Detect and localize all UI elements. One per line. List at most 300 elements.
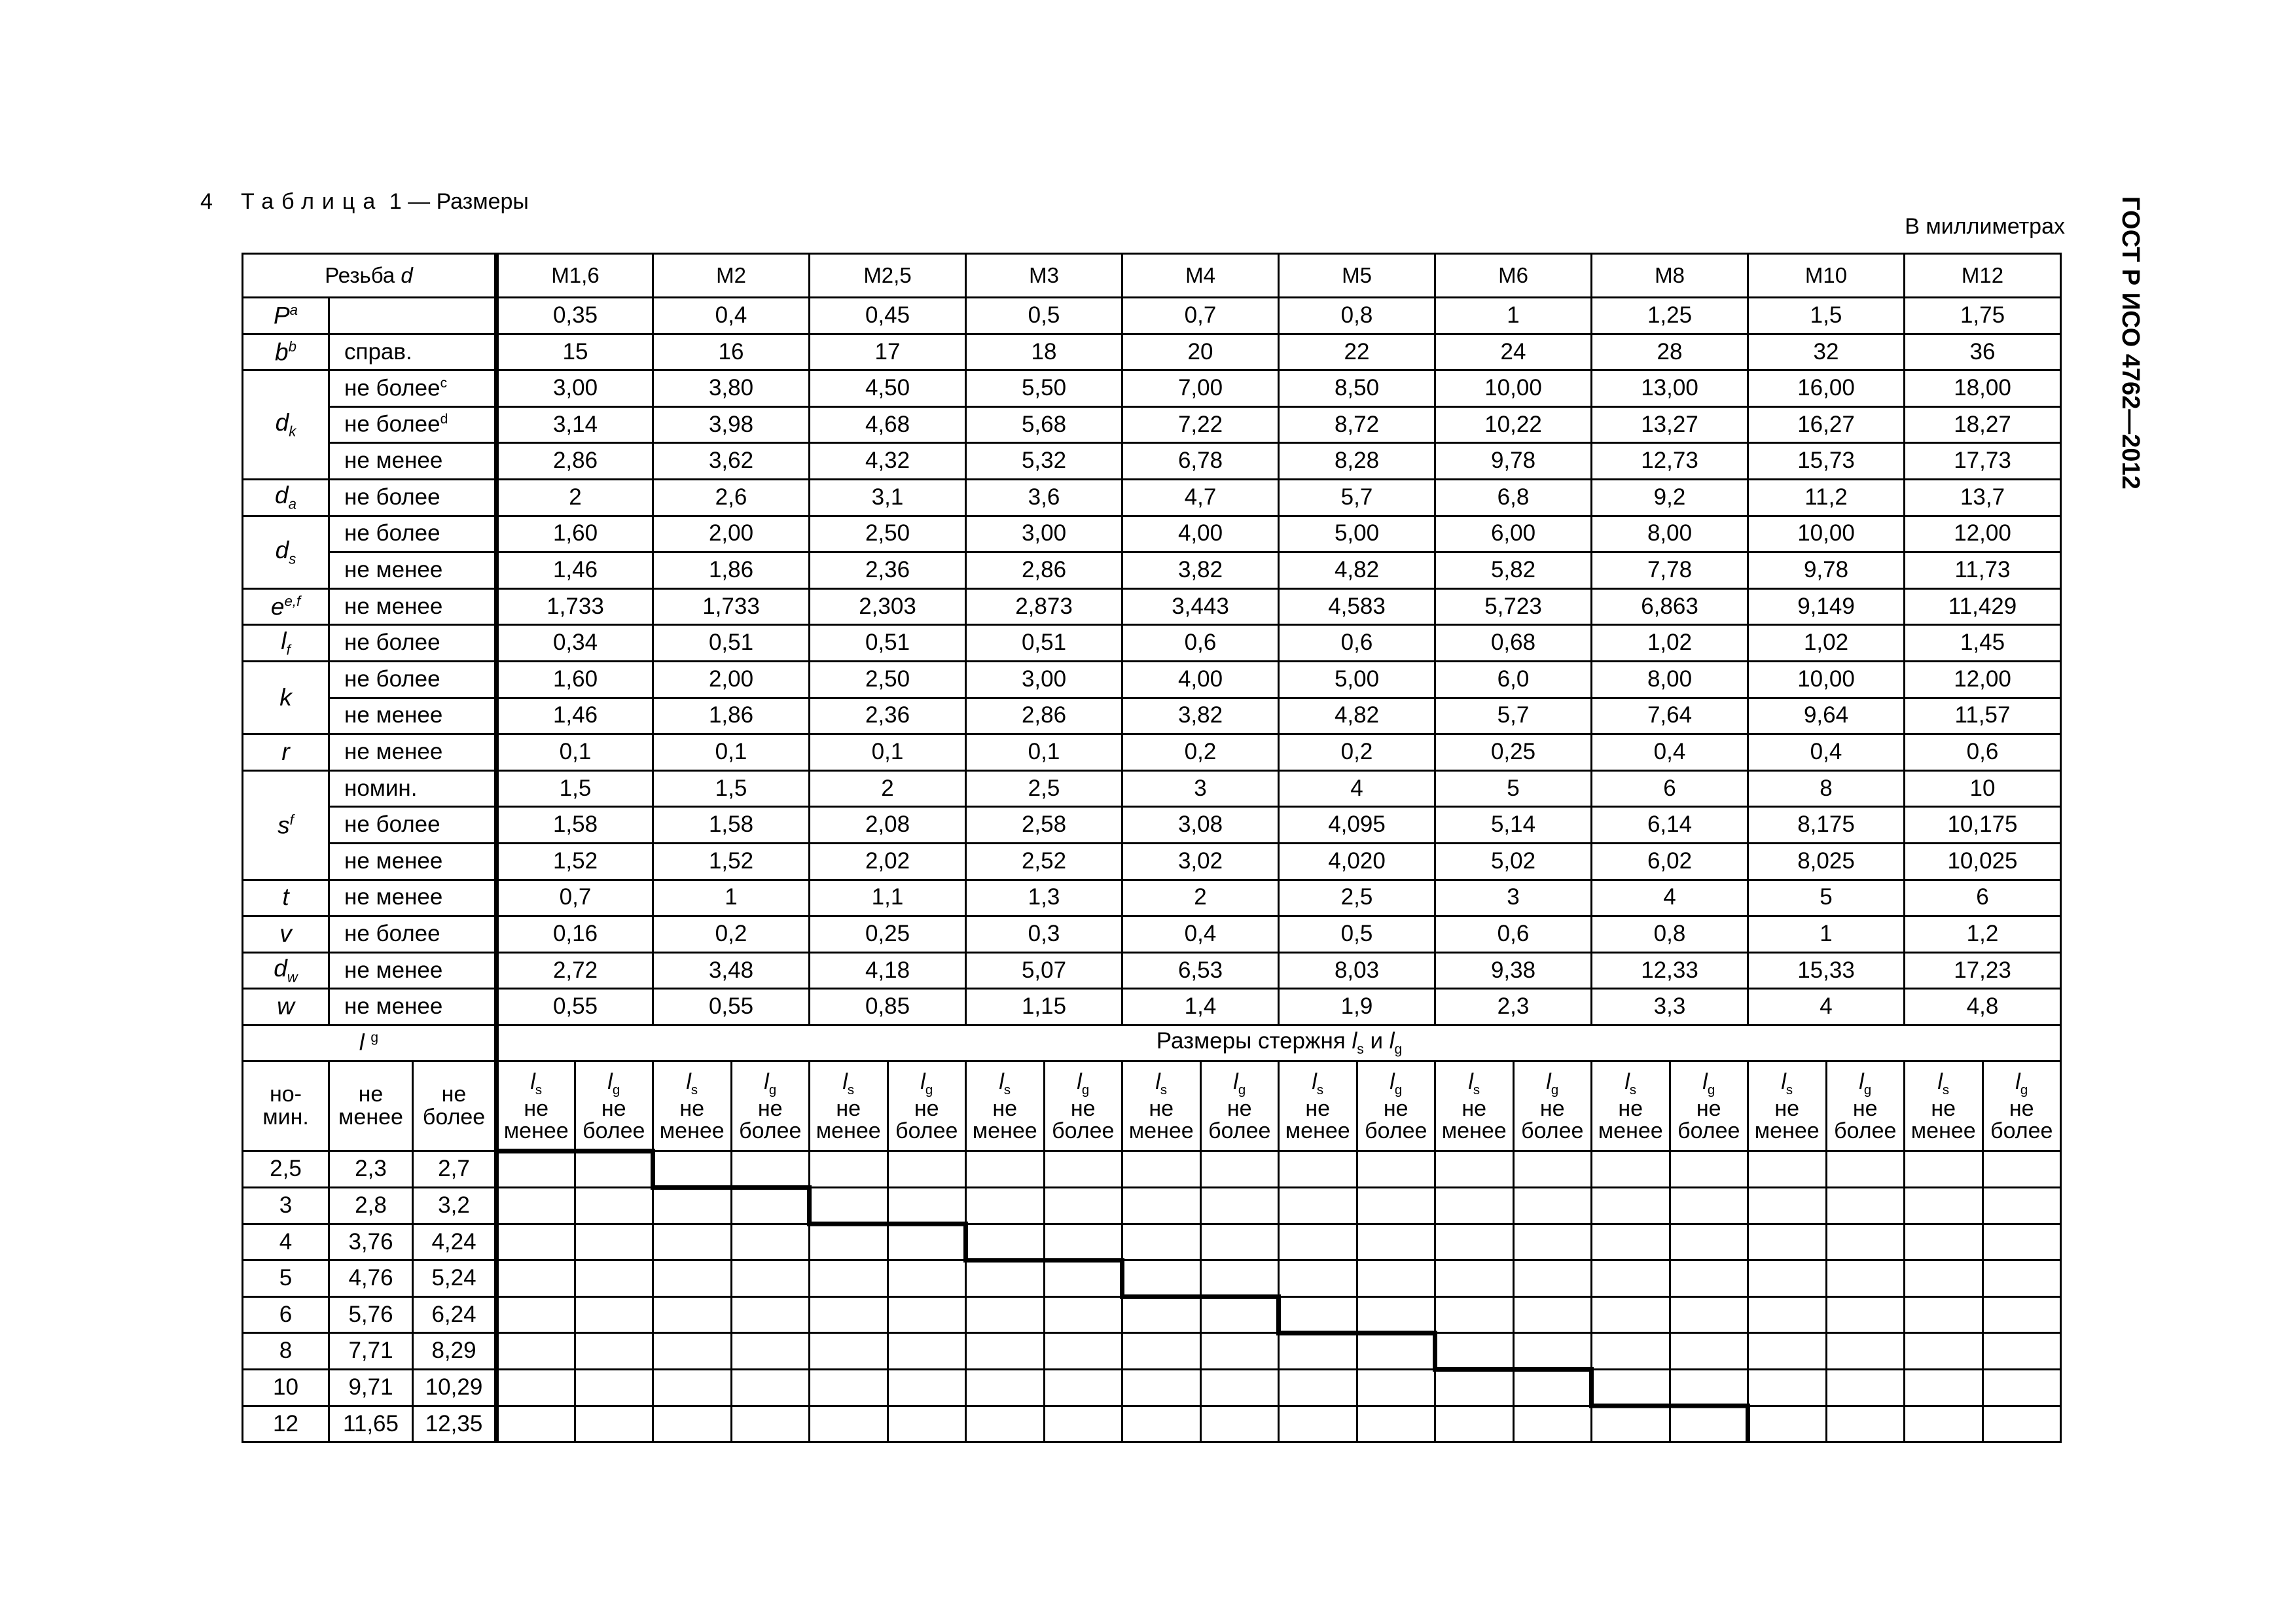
length-cell	[1122, 1370, 1201, 1406]
ls-header-7: $l_s$ не менее	[1592, 1061, 1670, 1151]
param-r-value-8: 0,4	[1748, 734, 1905, 771]
length-cell	[1982, 1370, 2061, 1406]
param-b-value-9: 36	[1905, 334, 2061, 370]
ls-header-4: $l_s$ не менее	[1122, 1061, 1201, 1151]
param-dk-r1-2: 4,68	[810, 406, 966, 443]
length-cell	[1748, 1370, 1827, 1406]
length-cell	[1044, 1370, 1122, 1406]
length-cell	[575, 1406, 653, 1442]
length-min-2: 3,76	[329, 1224, 413, 1260]
param-b-value-4: 20	[1122, 334, 1279, 370]
param-lf-value-3: 0,51	[966, 625, 1122, 662]
param-r-symbol: r	[243, 734, 329, 771]
param-s-r2-3: 2,52	[966, 843, 1122, 880]
length-nominal-7: 12	[243, 1406, 329, 1442]
length-min-5: 7,71	[329, 1333, 413, 1370]
length-cell	[888, 1188, 966, 1224]
lg-header-4: $l_g$ не более	[1200, 1061, 1279, 1151]
param-w-value-9: 4,8	[1905, 989, 2061, 1026]
length-cell	[653, 1260, 732, 1297]
length-cell	[1826, 1406, 1905, 1442]
param-v-value-7: 0,8	[1592, 916, 1748, 953]
param-v-value-1: 0,2	[653, 916, 810, 953]
param-t-value-6: 3	[1435, 880, 1592, 916]
length-max-5: 8,29	[413, 1333, 497, 1370]
length-cell	[810, 1296, 888, 1333]
param-b-value-6: 24	[1435, 334, 1592, 370]
param-s-r0-7: 6	[1592, 770, 1748, 807]
param-v-value-4: 0,4	[1122, 916, 1279, 953]
length-cell	[653, 1188, 732, 1224]
length-cell	[1905, 1333, 1983, 1370]
param-b-value-1: 16	[653, 334, 810, 370]
length-nominal-4: 6	[243, 1296, 329, 1333]
length-cell	[966, 1224, 1045, 1260]
param-dk-r2-0: 2,86	[497, 443, 653, 480]
length-cell	[1357, 1224, 1435, 1260]
length-cell	[575, 1151, 653, 1188]
param-k-r1-1: 1,86	[653, 698, 810, 734]
param-s-r0-8: 8	[1748, 770, 1905, 807]
param-k-label-0: не более	[329, 661, 497, 698]
length-cell	[810, 1370, 888, 1406]
param-ds-symbol: $d_s$	[243, 516, 329, 588]
param-r-value-6: 0,25	[1435, 734, 1592, 771]
param-ds-r0-6: 6,00	[1435, 516, 1592, 552]
size-header-8: M10	[1748, 254, 1905, 298]
param-P-value-1: 0,4	[653, 298, 810, 334]
param-dw-value-2: 4,18	[810, 952, 966, 989]
param-t-value-0: 0,7	[497, 880, 653, 916]
length-cell	[1592, 1224, 1670, 1260]
param-lf-value-8: 1,02	[1748, 625, 1905, 662]
param-v-symbol: v	[243, 916, 329, 953]
caption-rest: 1 — Размеры	[389, 189, 529, 214]
param-s-r2-1: 1,52	[653, 843, 810, 880]
param-s-r0-9: 10	[1905, 770, 2061, 807]
length-cell	[1748, 1296, 1827, 1333]
length-header: l $^g$	[243, 1025, 497, 1061]
length-cell	[1592, 1188, 1670, 1224]
length-cell	[731, 1296, 810, 1333]
param-s-r0-2: 2	[810, 770, 966, 807]
length-cell	[653, 1224, 732, 1260]
param-t-label: не менее	[329, 880, 497, 916]
param-P-value-0: 0,35	[497, 298, 653, 334]
param-e-value-4: 3,443	[1122, 588, 1279, 625]
length-cell	[1122, 1333, 1201, 1370]
length-cell	[1982, 1224, 2061, 1260]
param-k-r0-3: 3,00	[966, 661, 1122, 698]
length-cell	[731, 1151, 810, 1188]
param-s-r0-1: 1,5	[653, 770, 810, 807]
ls-header-3: $l_s$ не менее	[966, 1061, 1045, 1151]
length-cell	[731, 1188, 810, 1224]
param-s-r0-3: 2,5	[966, 770, 1122, 807]
ls-header-8: $l_s$ не менее	[1748, 1061, 1827, 1151]
param-s-r1-5: 4,095	[1279, 807, 1435, 844]
param-dw-value-3: 5,07	[966, 952, 1122, 989]
length-cell	[1592, 1370, 1670, 1406]
length-cell	[497, 1370, 575, 1406]
length-cell	[731, 1406, 810, 1442]
length-cell	[575, 1260, 653, 1297]
length-cell	[1357, 1260, 1435, 1297]
length-cell	[1122, 1296, 1201, 1333]
param-k-r1-4: 3,82	[1122, 698, 1279, 734]
length-cell	[1513, 1370, 1592, 1406]
length-cell	[731, 1333, 810, 1370]
param-ds-r1-6: 5,82	[1435, 552, 1592, 589]
length-cell	[1748, 1406, 1827, 1442]
param-dk-symbol: $d_k$	[243, 370, 329, 480]
param-e-value-9: 11,429	[1905, 588, 2061, 625]
length-cell	[1122, 1406, 1201, 1442]
param-dw-value-1: 3,48	[653, 952, 810, 989]
param-t-value-9: 6	[1905, 880, 2061, 916]
length-cell	[1200, 1333, 1279, 1370]
param-lf-value-2: 0,51	[810, 625, 966, 662]
length-cell	[966, 1260, 1045, 1297]
page-number: 4	[200, 189, 213, 214]
param-da-value-2: 3,1	[810, 479, 966, 516]
thread-header: Резьба d	[243, 254, 497, 298]
param-s-r1-0: 1,58	[497, 807, 653, 844]
param-k-symbol: k	[243, 661, 329, 734]
length-cell	[1513, 1151, 1592, 1188]
length-nominal-3: 5	[243, 1260, 329, 1297]
length-cell	[1592, 1296, 1670, 1333]
param-dk-r0-8: 16,00	[1748, 370, 1905, 407]
param-dw-symbol: $d_w$	[243, 952, 329, 989]
param-v-value-0: 0,16	[497, 916, 653, 953]
param-ds-r1-4: 3,82	[1122, 552, 1279, 589]
param-P-symbol: $P^a$	[243, 298, 329, 334]
length-nominal-6: 10	[243, 1370, 329, 1406]
length-cell	[1122, 1260, 1201, 1297]
length-cell	[1982, 1188, 2061, 1224]
param-b-value-5: 22	[1279, 334, 1435, 370]
length-cell	[1905, 1370, 1983, 1406]
param-t-value-5: 2,5	[1279, 880, 1435, 916]
param-da-symbol: $d_a$	[243, 479, 329, 516]
lg-header-9: $l_g$ не более	[1982, 1061, 2061, 1151]
length-cell	[1435, 1296, 1514, 1333]
length-cell	[1748, 1260, 1827, 1297]
param-e-value-2: 2,303	[810, 588, 966, 625]
param-ds-label-0: не более	[329, 516, 497, 552]
param-dk-r2-1: 3,62	[653, 443, 810, 480]
standard-title-vertical	[2111, 196, 2151, 589]
length-cell	[575, 1188, 653, 1224]
param-v-value-8: 1	[1748, 916, 1905, 953]
param-ds-label-1: не менее	[329, 552, 497, 589]
length-cell	[1435, 1370, 1514, 1406]
param-ds-r1-0: 1,46	[497, 552, 653, 589]
units-note: В миллиметрах	[1905, 214, 2065, 239]
length-cell	[1357, 1188, 1435, 1224]
param-s-r2-0: 1,52	[497, 843, 653, 880]
length-cell	[1357, 1296, 1435, 1333]
param-dk-r1-4: 7,22	[1122, 406, 1279, 443]
param-w-value-0: 0,55	[497, 989, 653, 1026]
param-k-r1-6: 5,7	[1435, 698, 1592, 734]
param-w-value-6: 2,3	[1435, 989, 1592, 1026]
param-r-value-3: 0,1	[966, 734, 1122, 771]
param-k-r0-5: 5,00	[1279, 661, 1435, 698]
param-k-r0-6: 6,0	[1435, 661, 1592, 698]
length-cell	[1826, 1370, 1905, 1406]
length-cell	[497, 1406, 575, 1442]
param-P-value-4: 0,7	[1122, 298, 1279, 334]
length-nominal-5: 8	[243, 1333, 329, 1370]
ls-header-9: $l_s$ не менее	[1905, 1061, 1983, 1151]
param-ds-r0-0: 1,60	[497, 516, 653, 552]
length-cell	[1279, 1260, 1357, 1297]
param-ds-r0-2: 2,50	[810, 516, 966, 552]
param-r-value-7: 0,4	[1592, 734, 1748, 771]
param-r-value-4: 0,2	[1122, 734, 1279, 771]
param-s-label-0: номин.	[329, 770, 497, 807]
length-cell	[1357, 1406, 1435, 1442]
length-cell	[653, 1370, 732, 1406]
param-e-value-0: 1,733	[497, 588, 653, 625]
length-cell	[810, 1260, 888, 1297]
param-k-r1-5: 4,82	[1279, 698, 1435, 734]
param-w-value-4: 1,4	[1122, 989, 1279, 1026]
param-P-label	[329, 298, 497, 334]
param-k-r0-8: 10,00	[1748, 661, 1905, 698]
length-cell	[1044, 1224, 1122, 1260]
length-cell	[1670, 1370, 1748, 1406]
param-ds-r0-3: 3,00	[966, 516, 1122, 552]
ls-header-5: $l_s$ не менее	[1279, 1061, 1357, 1151]
length-cell	[653, 1333, 732, 1370]
length-cell	[1905, 1151, 1983, 1188]
param-w-value-7: 3,3	[1592, 989, 1748, 1026]
param-s-r2-5: 4,020	[1279, 843, 1435, 880]
param-s-r2-4: 3,02	[1122, 843, 1279, 880]
param-P-value-9: 1,75	[1905, 298, 2061, 334]
length-cell	[1982, 1296, 2061, 1333]
param-w-value-3: 1,15	[966, 989, 1122, 1026]
param-s-r2-8: 8,025	[1748, 843, 1905, 880]
length-cell	[1200, 1296, 1279, 1333]
param-dk-r2-9: 17,73	[1905, 443, 2061, 480]
size-header-4: M4	[1122, 254, 1279, 298]
length-cell	[1748, 1151, 1827, 1188]
length-cell	[653, 1151, 732, 1188]
length-nominal-2: 4	[243, 1224, 329, 1260]
param-k-r1-3: 2,86	[966, 698, 1122, 734]
length-cell	[966, 1188, 1045, 1224]
param-ds-r0-7: 8,00	[1592, 516, 1748, 552]
length-cell	[1122, 1224, 1201, 1260]
param-s-r1-9: 10,175	[1905, 807, 2061, 844]
param-s-r2-9: 10,025	[1905, 843, 2061, 880]
length-min-1: 2,8	[329, 1188, 413, 1224]
size-header-7: M8	[1592, 254, 1748, 298]
length-cell	[1435, 1406, 1514, 1442]
length-cell	[1670, 1188, 1748, 1224]
param-dk-r2-4: 6,78	[1122, 443, 1279, 480]
param-ds-r0-1: 2,00	[653, 516, 810, 552]
length-cell	[1200, 1260, 1279, 1297]
length-cell	[1592, 1333, 1670, 1370]
param-w-value-1: 0,55	[653, 989, 810, 1026]
param-s-r0-4: 3	[1122, 770, 1279, 807]
param-e-value-7: 6,863	[1592, 588, 1748, 625]
param-dw-value-7: 12,33	[1592, 952, 1748, 989]
length-cell	[497, 1296, 575, 1333]
length-cell	[1748, 1224, 1827, 1260]
param-t-value-7: 4	[1592, 880, 1748, 916]
length-max-7: 12,35	[413, 1406, 497, 1442]
param-lf-value-1: 0,51	[653, 625, 810, 662]
param-dk-label-0: не более$^c$	[329, 370, 497, 407]
length-cell	[1435, 1188, 1514, 1224]
length-cell	[1122, 1151, 1201, 1188]
param-ds-r1-1: 1,86	[653, 552, 810, 589]
param-dk-r0-2: 4,50	[810, 370, 966, 407]
size-header-1: M2	[653, 254, 810, 298]
length-cell	[575, 1296, 653, 1333]
length-cell	[1279, 1370, 1357, 1406]
length-cell	[1826, 1260, 1905, 1297]
table-caption	[241, 189, 529, 215]
length-cell	[1513, 1296, 1592, 1333]
length-cell	[1513, 1224, 1592, 1260]
param-v-value-9: 1,2	[1905, 916, 2061, 953]
length-cell	[888, 1296, 966, 1333]
param-w-value-2: 0,85	[810, 989, 966, 1026]
length-cell	[1357, 1370, 1435, 1406]
param-s-r2-7: 6,02	[1592, 843, 1748, 880]
param-dk-label-1: не более$^d$	[329, 406, 497, 443]
length-min-6: 9,71	[329, 1370, 413, 1406]
lg-header-0: $l_g$ не более	[575, 1061, 653, 1151]
param-dw-value-4: 6,53	[1122, 952, 1279, 989]
param-r-value-2: 0,1	[810, 734, 966, 771]
param-t-value-8: 5	[1748, 880, 1905, 916]
param-ds-r1-8: 9,78	[1748, 552, 1905, 589]
param-r-label: не менее	[329, 734, 497, 771]
param-t-value-1: 1	[653, 880, 810, 916]
param-k-r1-2: 2,36	[810, 698, 966, 734]
param-t-value-2: 1,1	[810, 880, 966, 916]
length-cell	[497, 1188, 575, 1224]
param-ds-r1-9: 11,73	[1905, 552, 2061, 589]
length-max-3: 5,24	[413, 1260, 497, 1297]
length-cell	[1200, 1370, 1279, 1406]
length-min-3: 4,76	[329, 1260, 413, 1297]
param-da-value-9: 13,7	[1905, 479, 2061, 516]
length-cell	[1826, 1151, 1905, 1188]
param-v-label: не более	[329, 916, 497, 953]
length-cell	[731, 1260, 810, 1297]
param-k-r0-2: 2,50	[810, 661, 966, 698]
param-P-value-7: 1,25	[1592, 298, 1748, 334]
param-k-r0-1: 2,00	[653, 661, 810, 698]
param-dk-r1-8: 16,27	[1748, 406, 1905, 443]
param-s-r0-5: 4	[1279, 770, 1435, 807]
length-max-1: 3,2	[413, 1188, 497, 1224]
param-v-value-6: 0,6	[1435, 916, 1592, 953]
param-dk-r0-4: 7,00	[1122, 370, 1279, 407]
param-ds-r0-5: 5,00	[1279, 516, 1435, 552]
param-e-symbol: $e^{e,f}$	[243, 588, 329, 625]
length-cell	[575, 1333, 653, 1370]
lg-header-8: $l_g$ не более	[1826, 1061, 1905, 1151]
param-t-value-3: 1,3	[966, 880, 1122, 916]
param-dk-r1-0: 3,14	[497, 406, 653, 443]
size-header-3: M3	[966, 254, 1122, 298]
length-max-4: 6,24	[413, 1296, 497, 1333]
param-dk-r1-9: 18,27	[1905, 406, 2061, 443]
param-s-symbol: $s^f$	[243, 770, 329, 880]
param-s-r1-8: 8,175	[1748, 807, 1905, 844]
param-s-r1-7: 6,14	[1592, 807, 1748, 844]
length-cell	[1513, 1406, 1592, 1442]
param-lf-label: не более	[329, 625, 497, 662]
length-cell	[1200, 1224, 1279, 1260]
param-s-r1-6: 5,14	[1435, 807, 1592, 844]
param-w-value-5: 1,9	[1279, 989, 1435, 1026]
length-cell	[1905, 1260, 1983, 1297]
param-lf-symbol: $l_f$	[243, 625, 329, 662]
param-dk-r2-2: 4,32	[810, 443, 966, 480]
length-cell	[1670, 1260, 1748, 1297]
param-k-r1-0: 1,46	[497, 698, 653, 734]
param-lf-value-9: 1,45	[1905, 625, 2061, 662]
param-P-value-5: 0,8	[1279, 298, 1435, 334]
param-k-r0-9: 12,00	[1905, 661, 2061, 698]
param-k-r1-7: 7,64	[1592, 698, 1748, 734]
ls-header-0: $l_s$ не менее	[497, 1061, 575, 1151]
param-da-value-5: 5,7	[1279, 479, 1435, 516]
param-P-value-3: 0,5	[966, 298, 1122, 334]
param-v-value-3: 0,3	[966, 916, 1122, 953]
param-s-label-1: не более	[329, 807, 497, 844]
param-k-r0-0: 1,60	[497, 661, 653, 698]
length-cell	[1200, 1188, 1279, 1224]
param-dw-value-5: 8,03	[1279, 952, 1435, 989]
length-cell	[653, 1296, 732, 1333]
length-cell	[1513, 1188, 1592, 1224]
param-da-value-4: 4,7	[1122, 479, 1279, 516]
param-t-value-4: 2	[1122, 880, 1279, 916]
param-b-value-8: 32	[1748, 334, 1905, 370]
length-cell	[1200, 1151, 1279, 1188]
param-ds-r1-2: 2,36	[810, 552, 966, 589]
param-s-r2-2: 2,02	[810, 843, 966, 880]
param-dw-value-8: 15,33	[1748, 952, 1905, 989]
param-dk-r2-3: 5,32	[966, 443, 1122, 480]
param-v-value-2: 0,25	[810, 916, 966, 953]
param-b-value-2: 17	[810, 334, 966, 370]
param-dw-value-9: 17,23	[1905, 952, 2061, 989]
lg-header-5: $l_g$ не более	[1357, 1061, 1435, 1151]
length-cell	[1670, 1151, 1748, 1188]
length-cell	[1279, 1333, 1357, 1370]
param-w-label: не менее	[329, 989, 497, 1026]
param-da-value-8: 11,2	[1748, 479, 1905, 516]
ls-header-6: $l_s$ не менее	[1435, 1061, 1514, 1151]
param-dk-r2-5: 8,28	[1279, 443, 1435, 480]
param-dk-label-2: не менее	[329, 443, 497, 480]
length-cell	[888, 1370, 966, 1406]
length-cell	[1357, 1151, 1435, 1188]
